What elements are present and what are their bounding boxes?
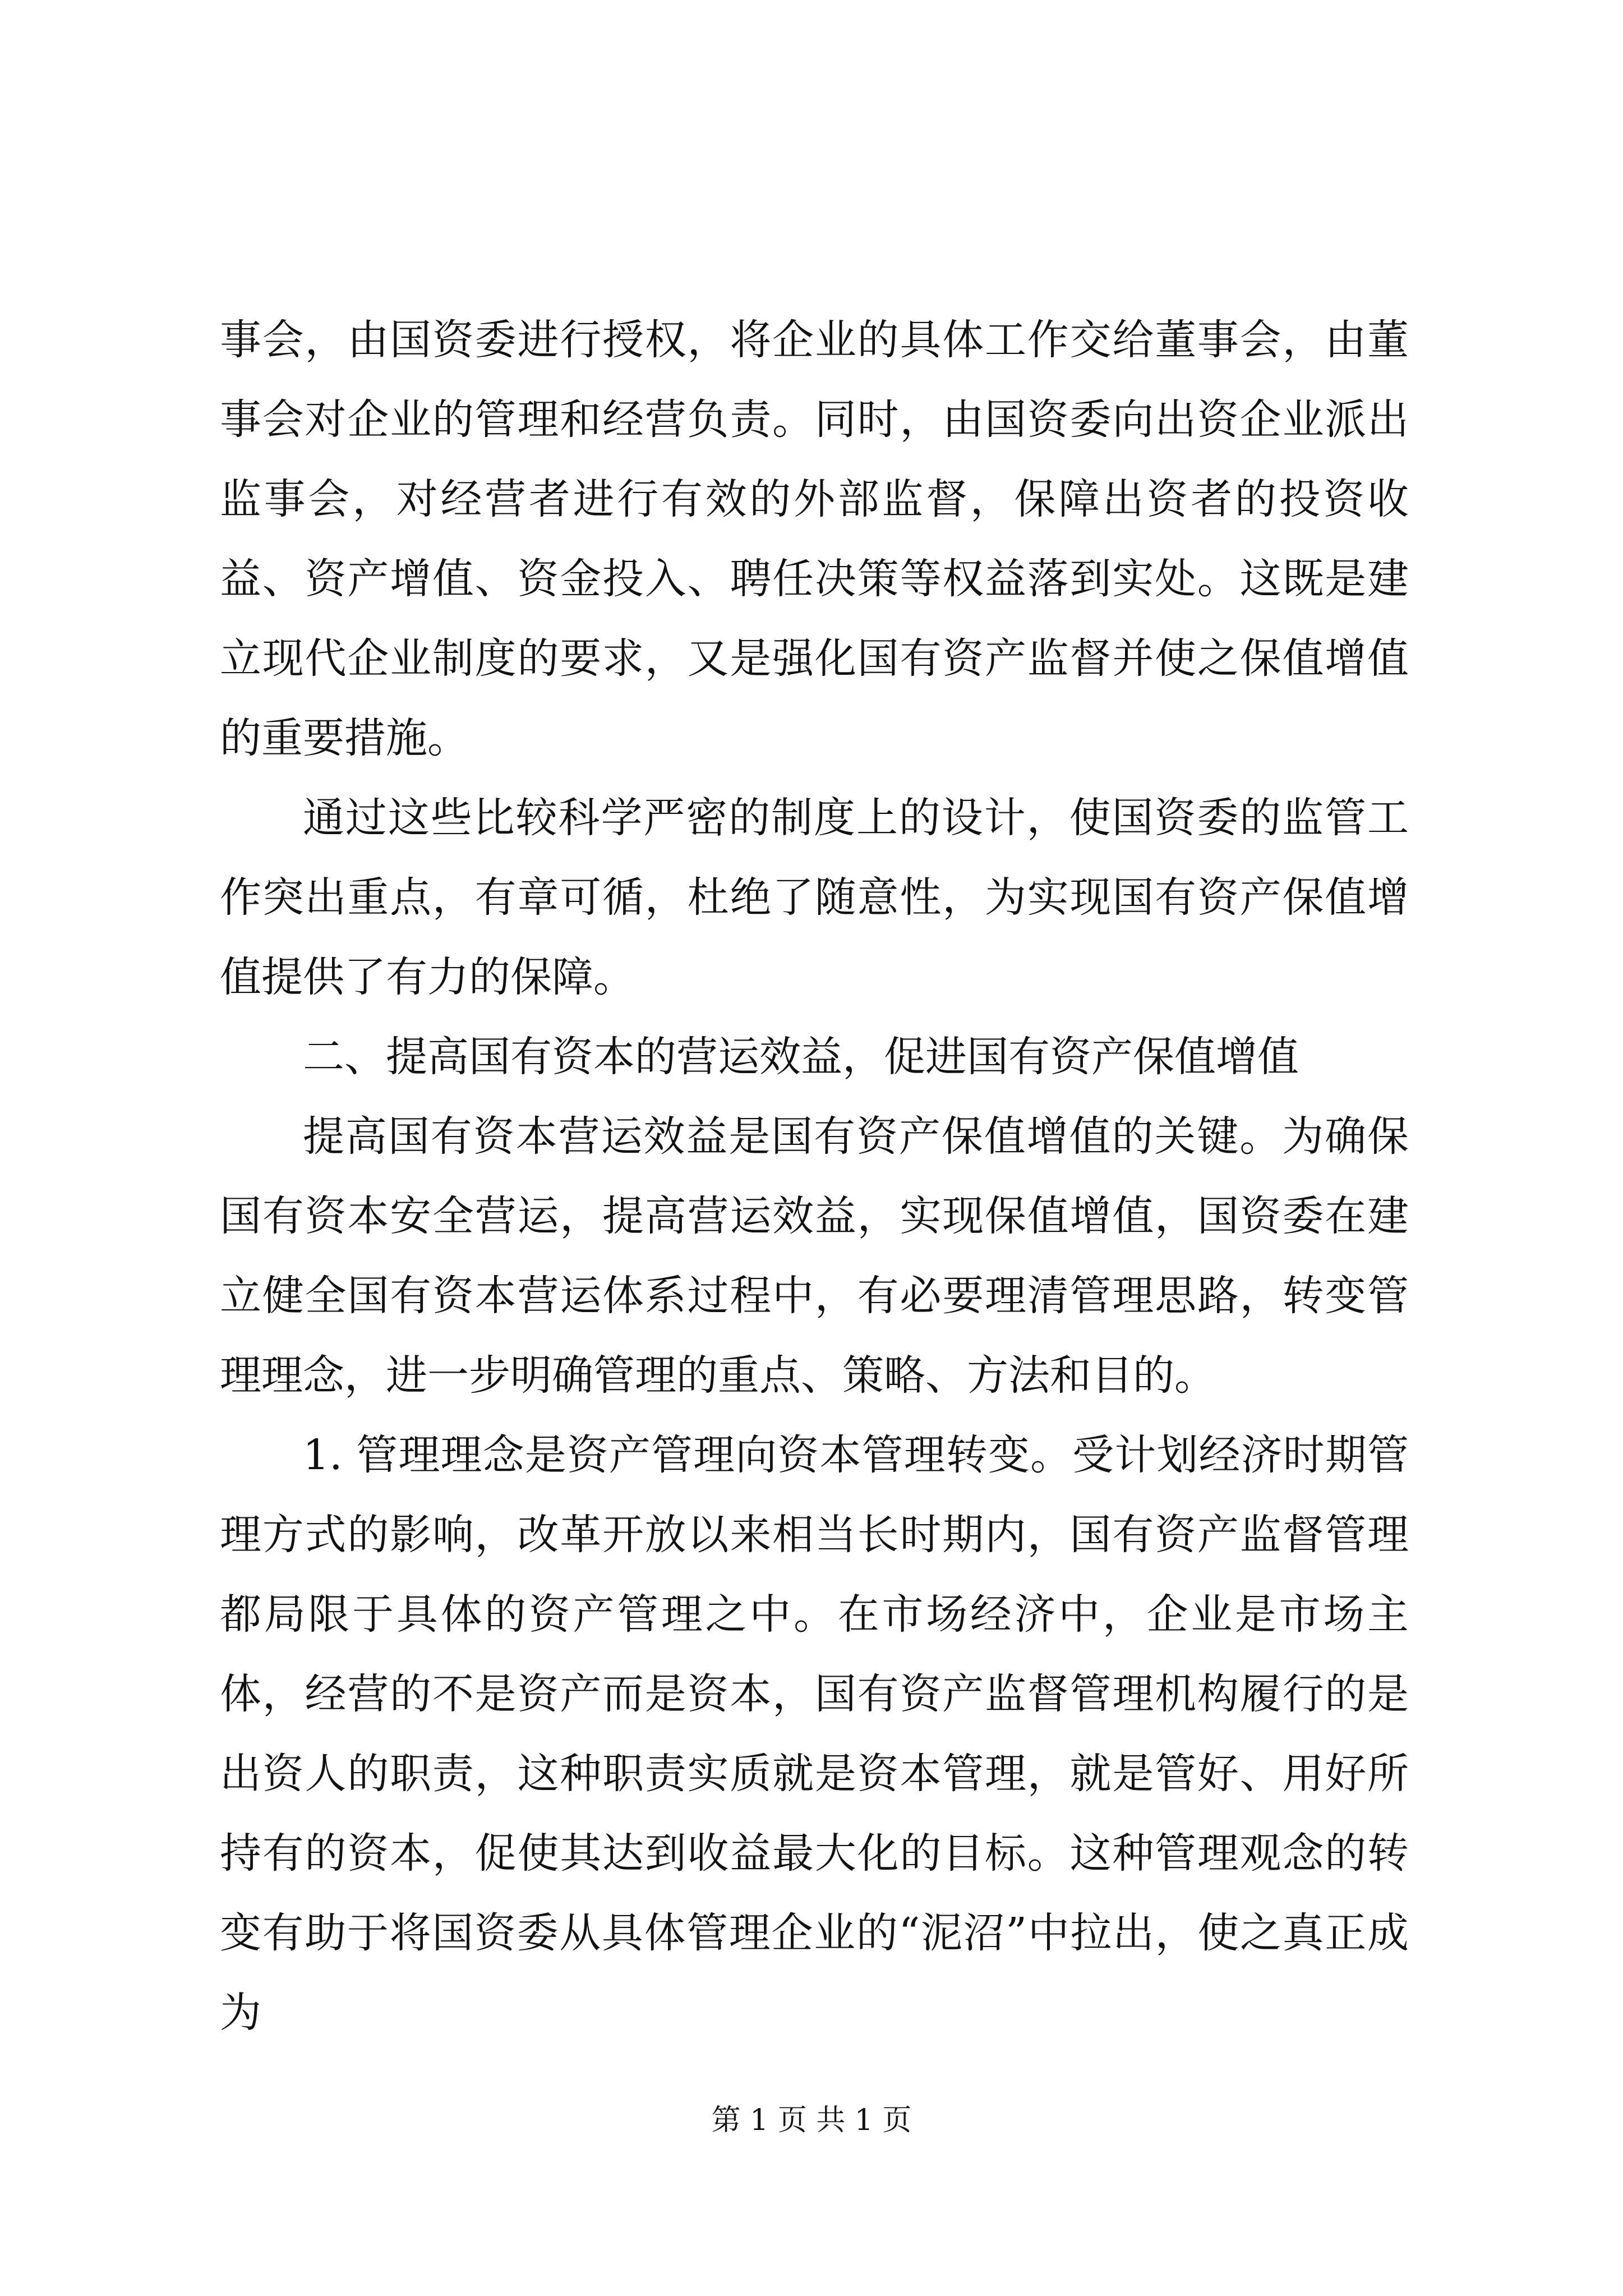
page-footer: 第 1 页 共 1 页 [711, 2104, 912, 2137]
paragraph: 提高国有资本营运效益是国有资产保值增值的关键。为确保国有资本安全营运，提高营运效益，实现保值增值，国资委在建立健全国有资本营运体系过程中，有必要理清管理思路，转变管理理念，进一步明确管理的重点、策略、方法和目的。 [220, 1112, 1409, 1400]
section-heading: 二、提高国有资本的营运效益，促进国有资产保值增值 [303, 1033, 1299, 1081]
paragraph: 1. 管理理念是资产管理向资本管理转变。受计划经济时期管理方式的影响，改革开放以来相当长时期内，国有资产监督管理都局限于具体的资产管理之中。在市场经济中，企业是市场主体，经营的不是资产而是资本，国有资产监督管理机构履行的是出资人的职责，这种职责实质就是资本管理，就是管好、用好所持有的资本，促使其达到收益最大化的目标。这种管理观念的转变有助于将国资委从具体管理企业的“泥沼”中拉出，使之真正成为 [220, 1431, 1409, 2037]
paragraph: 通过这些比较科学严密的制度上的设计，使国资委的监管工作突出重点，有章可循，杜绝了随意性，为实现国有资产保值增值提供了有力的保障。 [220, 794, 1409, 1001]
body-text [220, 300, 1409, 2053]
paragraph: 事会，由国资委进行授权，将企业的具体工作交给董事会，由董事会对企业的管理和经营负责。同时，由国资委向出资企业派出监事会，对经营者进行有效的外部监督，保障出资者的投资收益、资产增值、资金投入、聘任决策等权益落到实处。这既是建立现代企业制度的要求，又是强化国有资产监督并使之保值增值的重要措施。 [220, 316, 1409, 762]
